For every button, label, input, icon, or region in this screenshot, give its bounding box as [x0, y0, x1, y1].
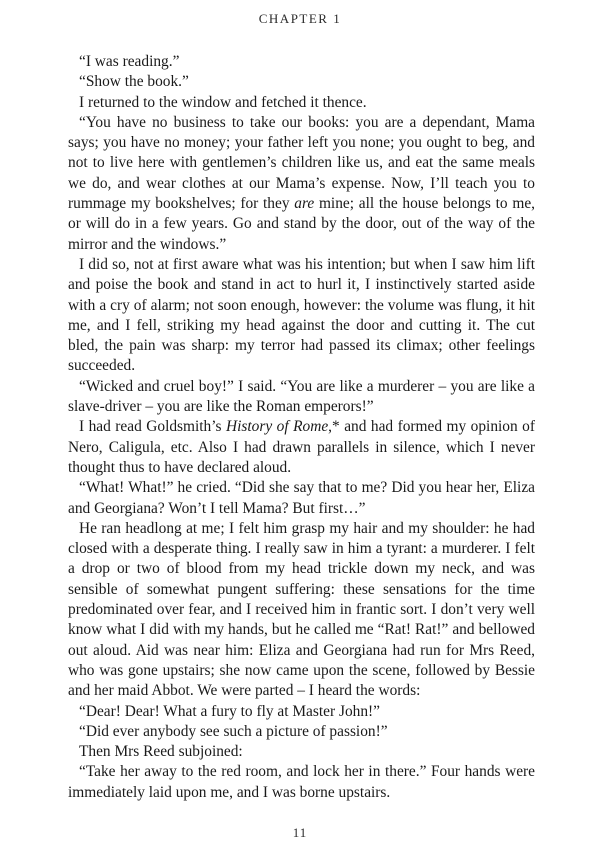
- paragraph: “Dear! Dear! What a fury to fly at Master John!”: [79, 702, 380, 720]
- paragraph: “What! What!” he cried. “Did she say that to me? Did you hear her, Eliza and Georgiana? Won’t I tell Mama? But first…”: [68, 479, 535, 517]
- book-title: History of Rome: [226, 418, 329, 436]
- paragraph: He ran headlong at me; I felt him grasp my hair and my shoulder: he had closed with a desperate thing. I really saw in him a tyrant: a murderer. I felt a drop or two of blood from my head trickle down my neck, and was sensible of somewhat pungent suffering: these sensations for the time predominated over fear, and I received him in frantic sort. I don’t very well know what I did with my hands, but he called me “Rat! Rat!” and bellowed out aloud. Aid was near him: Eliza and Georgiana had run for Mrs Reed, who was gone upstairs; she now came upon the scene, followed by Bessie and her maid Abbot. We were parted – I heard the words:: [68, 519, 535, 700]
- paragraph: I did so, not at first aware what was his intention; but when I saw him lift and poise the book and stand in act to hurl it, I instinctively started aside with a cry of alarm; not soon enough, however: the volume was flung, it hit me, and I fell, striking my head against the door and cutting it. The cut bled, the pain was sharp: my terror had passed its climax; other feelings succeeded.: [68, 255, 535, 375]
- paragraph: “Show the book.”: [79, 73, 189, 91]
- emphasis: are: [294, 195, 315, 213]
- running-head: CHAPTER 1: [258, 11, 342, 26]
- paragraph: “I was reading.”: [79, 53, 180, 70]
- paragraph: “You have no business to take our books: you are a dependant, Mama says; you have no money; your father left you none; you ought to beg, and not to live here with gentlemen’s children like us, and eat the same meals we do, and wear clothes at our Mama’s expense. Now, I’ll teach you to rummage my bookshelves; for they are mine; all the house belongs to me, or will do in a few years. Go and stand by the door, out of the way of the mirror and the windows.”: [68, 113, 535, 253]
- paragraph: Then Mrs Reed subjoined:: [79, 743, 243, 761]
- paragraph: “Wicked and cruel boy!” I said. “You are like a murderer – you are like a slave-driver – you are like the Roman emperors!”: [68, 377, 535, 416]
- paragraph: I returned to the window and fetched it thence.: [79, 93, 367, 111]
- paragraph: “Take her away to the red room, and lock her in there.” Four hands were immediately laid upon me, and I was borne upstairs.: [68, 763, 535, 801]
- paragraph: I had read Goldsmith’s History of Rome,* and had formed my opinion of Nero, Caligula, etc. Also I had drawn parallels in silence, which I never thought thus to have declared aloud.: [68, 418, 535, 476]
- body-text: [68, 52, 535, 803]
- paragraph: “Did ever anybody see such a picture of passion!”: [79, 722, 388, 740]
- page-number: 11: [292, 825, 308, 840]
